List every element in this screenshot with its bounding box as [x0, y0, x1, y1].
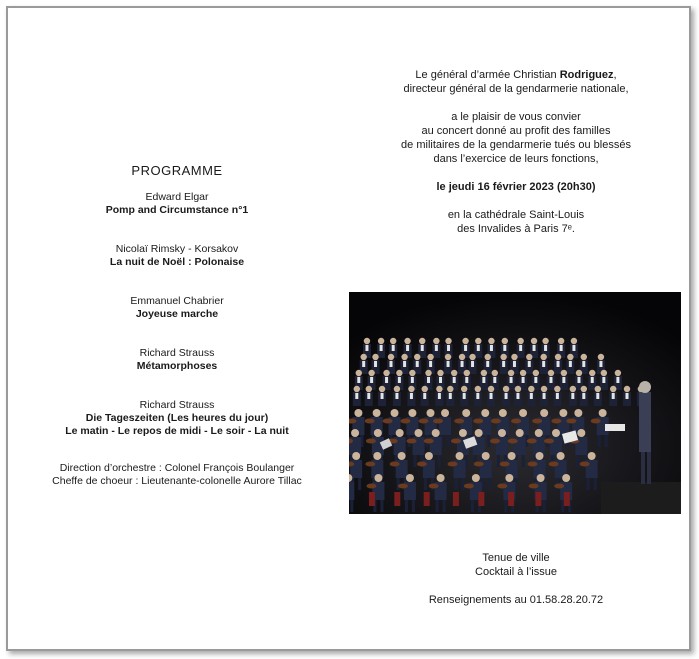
practical-info: [351, 551, 681, 607]
host-name: Rodriguez: [559, 69, 614, 81]
venue-line-2: des Invalides à Paris 7ᵉ.: [457, 223, 575, 235]
conductor-credit: Direction d’orchestre : Colonel François Boulanger: [59, 462, 295, 474]
programme-piece: [14, 347, 340, 373]
work-title: Pomp and Circumstance n°1: [105, 204, 249, 216]
work-title: Métamorphoses: [136, 360, 218, 372]
dress-code: Tenue de ville: [482, 552, 550, 564]
invitation-card: [6, 6, 691, 651]
work-movements: Le matin - Le repos de midi - Le soir - La nuit: [65, 425, 289, 437]
programme-piece: [14, 399, 340, 438]
host-title: directeur général de la gendarmerie nationale,: [403, 83, 629, 95]
host-prefix: Le général d’armée Christian: [415, 69, 560, 81]
orchestra-photo: [349, 292, 681, 514]
host-line: [351, 68, 681, 82]
work-title: Joyeuse marche: [135, 308, 219, 320]
programme-piece: [14, 243, 340, 269]
programme-title: PROGRAMME: [131, 163, 223, 178]
orchestra-photo-illustration: [349, 292, 681, 514]
event-date: le jeudi 16 février 2023 (20h30): [436, 181, 596, 193]
invite-line-2: au concert donné au profit des familles: [421, 125, 611, 137]
choir-credit: Cheffe de choeur : Lieutenante-colonelle Aurore Tillac: [52, 475, 302, 487]
invite-line-1: a le plaisir de vous convier: [451, 111, 581, 123]
invite-line-3: de militaires de la gendarmerie tués ou blessés: [401, 139, 631, 151]
composer-name: Richard Strauss: [139, 399, 215, 411]
invitation-text: [351, 68, 681, 236]
work-title: La nuit de Noël : Polonaise: [109, 256, 245, 268]
composer-name: Edward Elgar: [145, 191, 209, 203]
cocktail-note: Cocktail à l’issue: [475, 566, 557, 578]
venue-line-1: en la cathédrale Saint-Louis: [447, 209, 585, 221]
credits: [14, 462, 340, 488]
invite-line-4: dans l’exercice de leurs fonctions,: [433, 153, 599, 165]
host-suffix: ,: [613, 69, 617, 81]
programme-piece: [14, 295, 340, 321]
work-title: Die Tageszeiten (Les heures du jour): [85, 412, 269, 424]
programme-piece: [14, 191, 340, 217]
composer-name: Nicolaï Rimsky - Korsakov: [115, 243, 239, 255]
contact-info: Renseignements au 01.58.28.20.72: [428, 594, 604, 606]
composer-name: Richard Strauss: [139, 347, 215, 359]
programme-column: [14, 164, 340, 488]
composer-name: Emmanuel Chabrier: [130, 295, 224, 307]
